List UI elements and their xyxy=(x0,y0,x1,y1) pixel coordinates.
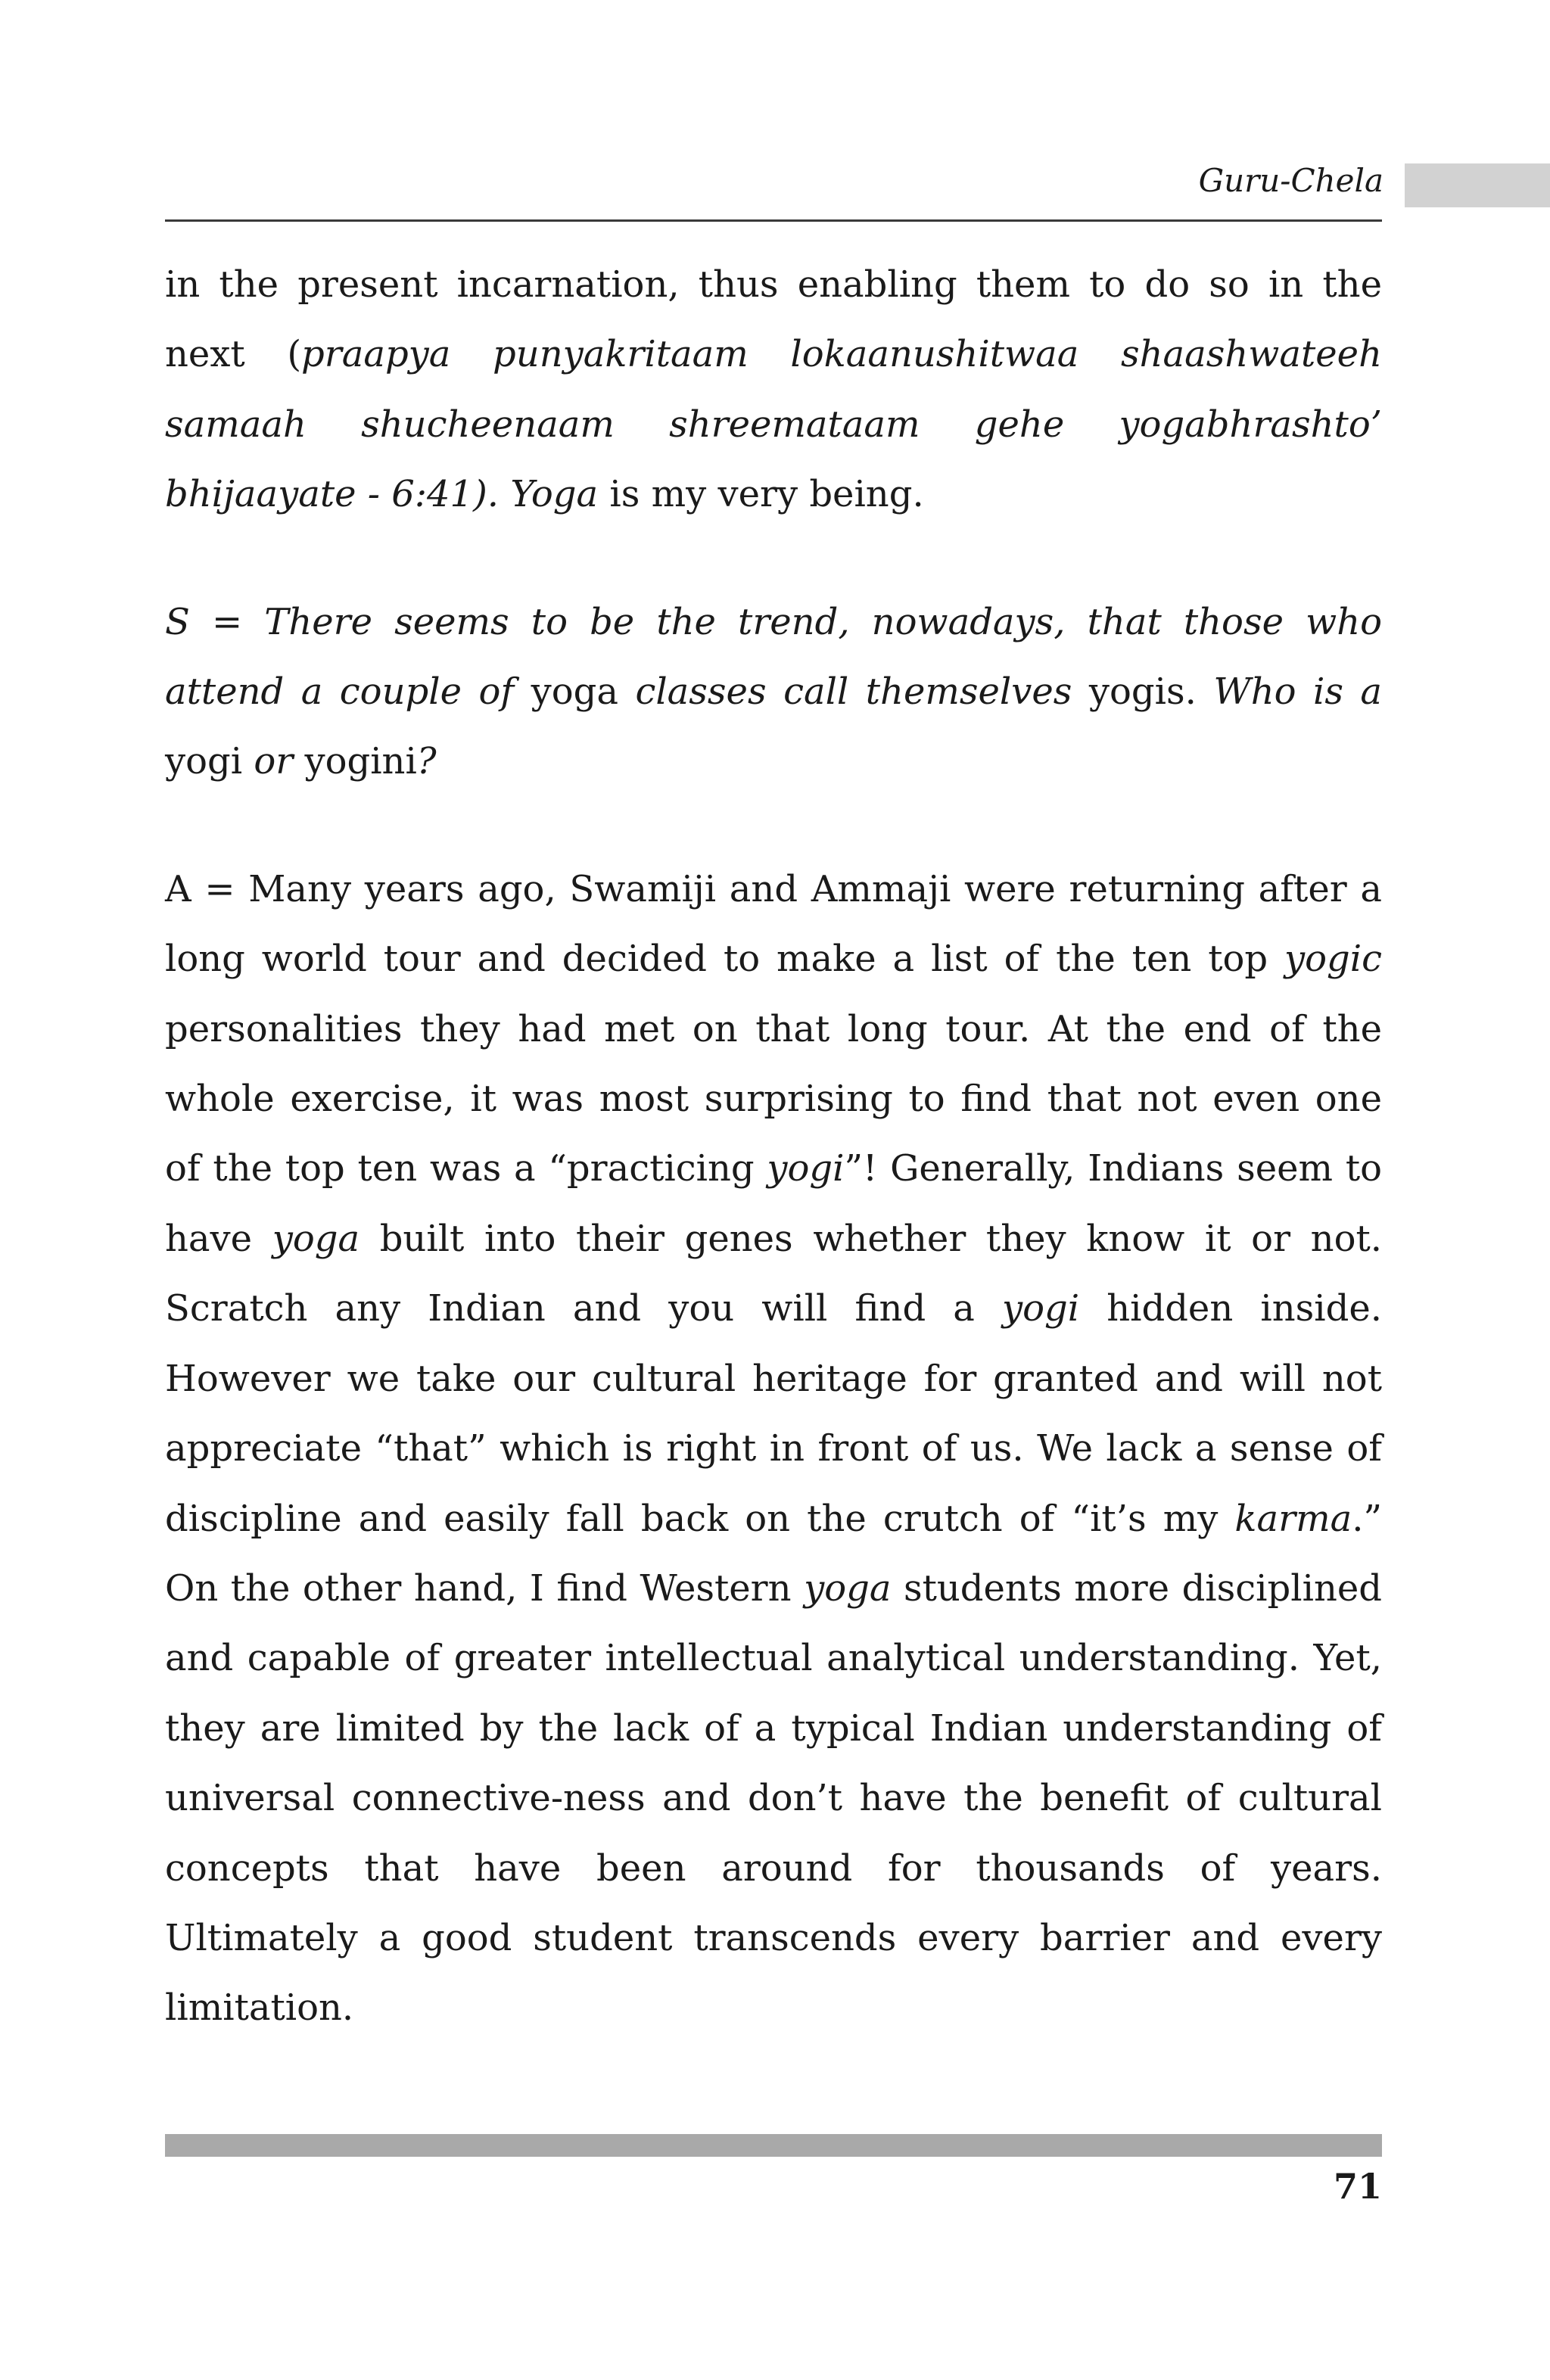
footer-rule xyxy=(165,2134,1382,2157)
text-run: yogini xyxy=(293,740,417,783)
text-run: yoga xyxy=(514,670,636,714)
italic-run: or xyxy=(254,740,294,783)
text-run: is my very being. xyxy=(598,473,924,516)
italic-run: karma xyxy=(1234,1497,1352,1540)
italic-run: Yoga xyxy=(510,473,599,516)
italic-run: yogi xyxy=(767,1147,845,1190)
text-run: .” On the other hand, I find Western xyxy=(165,1497,1382,1610)
body-text xyxy=(165,250,1382,2043)
paragraph-question xyxy=(165,587,1382,797)
text-run: yogis. xyxy=(1072,670,1214,714)
text-run: yogi xyxy=(165,740,254,783)
paragraph-1 xyxy=(165,250,1382,530)
italic-run: S = There seems to be the trend, nowadays, that those who attend a couple of xyxy=(165,600,1382,714)
text-run: ”! Generally, Indians seem to have xyxy=(165,1147,1383,1260)
text-run: in the present incarnation, thus enabling them to do so in the next ( xyxy=(165,263,1382,376)
text-run: built into their genes whether they know it or not. Scratch any Indian and you will find a xyxy=(165,1217,1383,1330)
text-run: personalities they had met on that long tour. At the end of the whole exercise, it was most surprising to find that not even one of the top ten was a “practicing xyxy=(165,1007,1382,1190)
italic-run: yoga xyxy=(804,1566,892,1610)
italic-run: classes call themselves xyxy=(635,670,1072,714)
header-rule xyxy=(165,219,1382,222)
italic-run: yogic xyxy=(1284,938,1382,981)
page-number: 71 xyxy=(1333,2166,1382,2207)
italic-run: yogi xyxy=(1002,1287,1080,1330)
text-run xyxy=(499,473,510,515)
text-run: hidden inside. However we take our cultural heritage for granted and will not appreciate “that” which is right in front of us. We lack a sense of discipline and easily fall back on the crutch of “it’s my xyxy=(165,1287,1382,1540)
running-header-title: Guru-Chela xyxy=(1198,162,1383,199)
header-tab-decoration xyxy=(1405,163,1550,207)
italic-run: Who is a xyxy=(1213,670,1383,714)
text-run: A = Many years ago, Swamiji and Ammaji were returning after a long world tour and decided to make a list of the ten top xyxy=(165,867,1382,981)
italic-run: yoga xyxy=(272,1217,360,1260)
paragraph-answer xyxy=(165,854,1382,2043)
text-run: students more disciplined and capable of greater intellectual analytical understanding. Yet, they are limited by the lack of a typical Indian understanding of universal connective-ness and don’t have the benefit of cultural concepts that have been around for thousands of years. Ultimately a good student transcends every barrier and every limitation. xyxy=(165,1566,1383,2030)
italic-run: ? xyxy=(416,740,437,783)
italic-run: praapya punyakritaam lokaanushitwaa shaashwateeh samaah shucheenaam shreemataam gehe yogabhrashto’ bhijaayate - 6:41). xyxy=(165,333,1382,516)
